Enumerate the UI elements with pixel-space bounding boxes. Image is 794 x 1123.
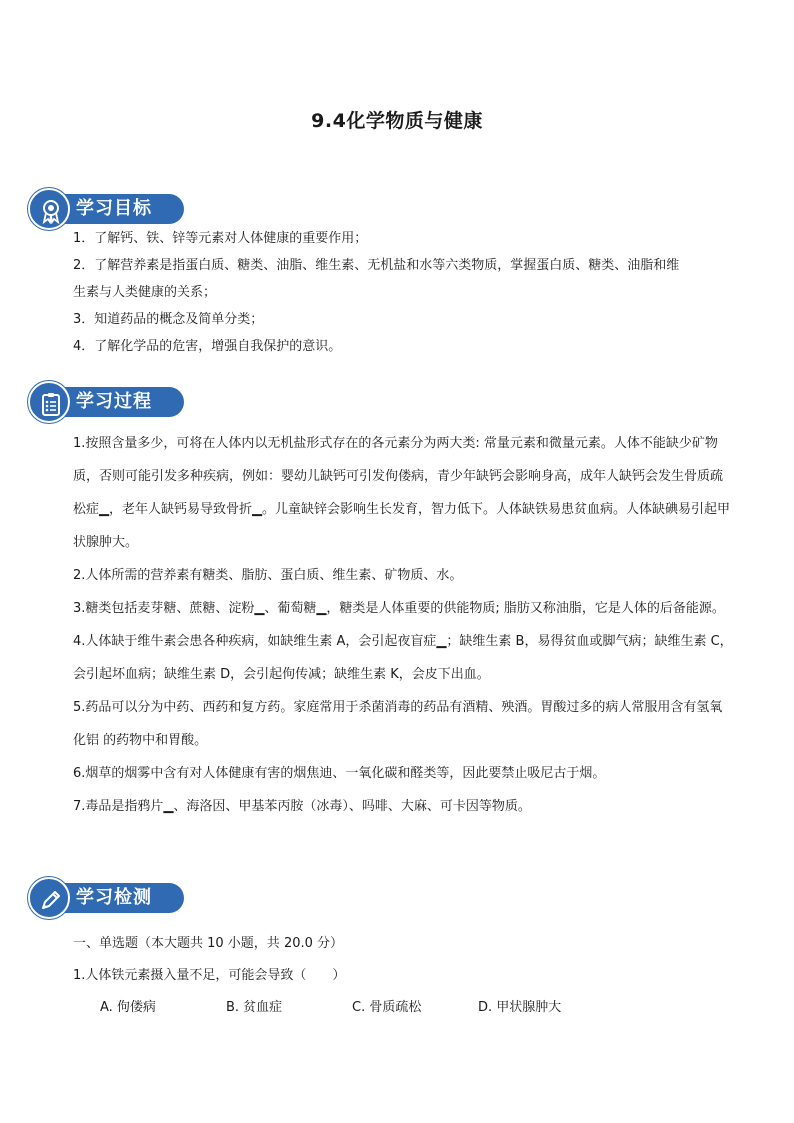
section-title-process: 学习过程 xyxy=(76,391,152,412)
list-item: 4.人体缺于维牛素会患各种疾病，如缺维生素 A，会引起夜盲症▁；缺维生素 B，易得贫血或脚气病；缺维生素 C，会引起坏血病；缺维生素 D，会引起佝传减；缺维生素 K，会皮下出血。 xyxy=(73,634,733,682)
list-item: 5.药品可以分为中药、西药和复方药。家庭常用于杀菌消毒的药品有酒精、殃酒。胃酸过多的病人常服用含有氢氧化铝 的药物中和胃酸。 xyxy=(73,700,723,748)
question-text: 1.人体铁元素摄入量不足，可能会导致（ ） xyxy=(73,968,346,983)
option-d[interactable]: D. 甲状腺肿大 xyxy=(478,1000,562,1015)
page-title: 9.4化学物质与健康 xyxy=(311,110,483,132)
option-c[interactable]: C. 骨质疏松 xyxy=(352,1000,422,1015)
process-list xyxy=(73,427,733,823)
award-ribbon-icon xyxy=(28,188,70,230)
list-item: 7.毒品是指鸦片▁、海洛因、甲基苯丙胺（冰毒）、吗啡、大麻、可卡因等物质。 xyxy=(73,799,531,814)
list-item: 3．知道药品的概念及简单分类； xyxy=(73,312,264,327)
list-item: 2．了解营养素是指蛋白质、糖类、油脂、维生素、无机盐和水等六类物质，掌握蛋白质、糖类、油脂和维 xyxy=(73,258,680,273)
option-a[interactable]: A. 佝偻病 xyxy=(100,1000,156,1015)
section-banner-check xyxy=(28,877,188,919)
list-item: 6.烟草的烟雾中含有对人体健康有害的烟焦迪、一氧化碳和醛类等，因此要禁止吸尼古于烟。 xyxy=(73,766,606,781)
list-item: 4．了解化学品的危害，增强自我保护的意识。 xyxy=(73,339,342,354)
clipboard-checklist-icon xyxy=(28,381,70,423)
list-item: 1．了解钙、铁、锌等元素对人体健康的重要作用； xyxy=(73,231,368,246)
list-item: 2.人体所需的营养素有糖类、脂肪、蛋白质、维生素、矿物质、水。 xyxy=(73,568,463,583)
list-item: 生素与人类健康的关系； xyxy=(73,285,217,300)
section-title-check: 学习检测 xyxy=(76,887,152,908)
check-heading: 一、单选题（本大题共 10 小题，共 20.0 分） xyxy=(73,936,344,951)
list-item: 3.糖类包括麦芽糖、蔗糖、淀粉▁、葡萄糖▁，糖类是人体重要的供能物质; 脂肪又称油脂，它是人体的后备能源。 xyxy=(73,601,725,616)
section-title-goals: 学习目标 xyxy=(76,198,152,219)
section-banner-goals xyxy=(28,188,188,230)
list-item: 1.按照含量多少，可将在人体内以无机盐形式存在的各元素分为两大类: 常量元素和微量元素。人体不能缺少矿物质，否则可能引发多种疾病，例如：婴幼儿缺钙可引发佝偻病，青少年缺钙会影响身高，成年人缺钙会发生骨质疏松症▁，老年人缺钙易导致骨折▁。儿童缺锌会影响生长发育，智力低下。人体缺铁易患贫血病。人体缺碘易引起甲状腺肿大。 xyxy=(73,436,730,550)
option-b[interactable]: B. 贫血症 xyxy=(226,1000,283,1015)
goals-list xyxy=(73,225,733,360)
section-banner-process xyxy=(28,381,188,423)
pencil-icon xyxy=(28,877,70,919)
